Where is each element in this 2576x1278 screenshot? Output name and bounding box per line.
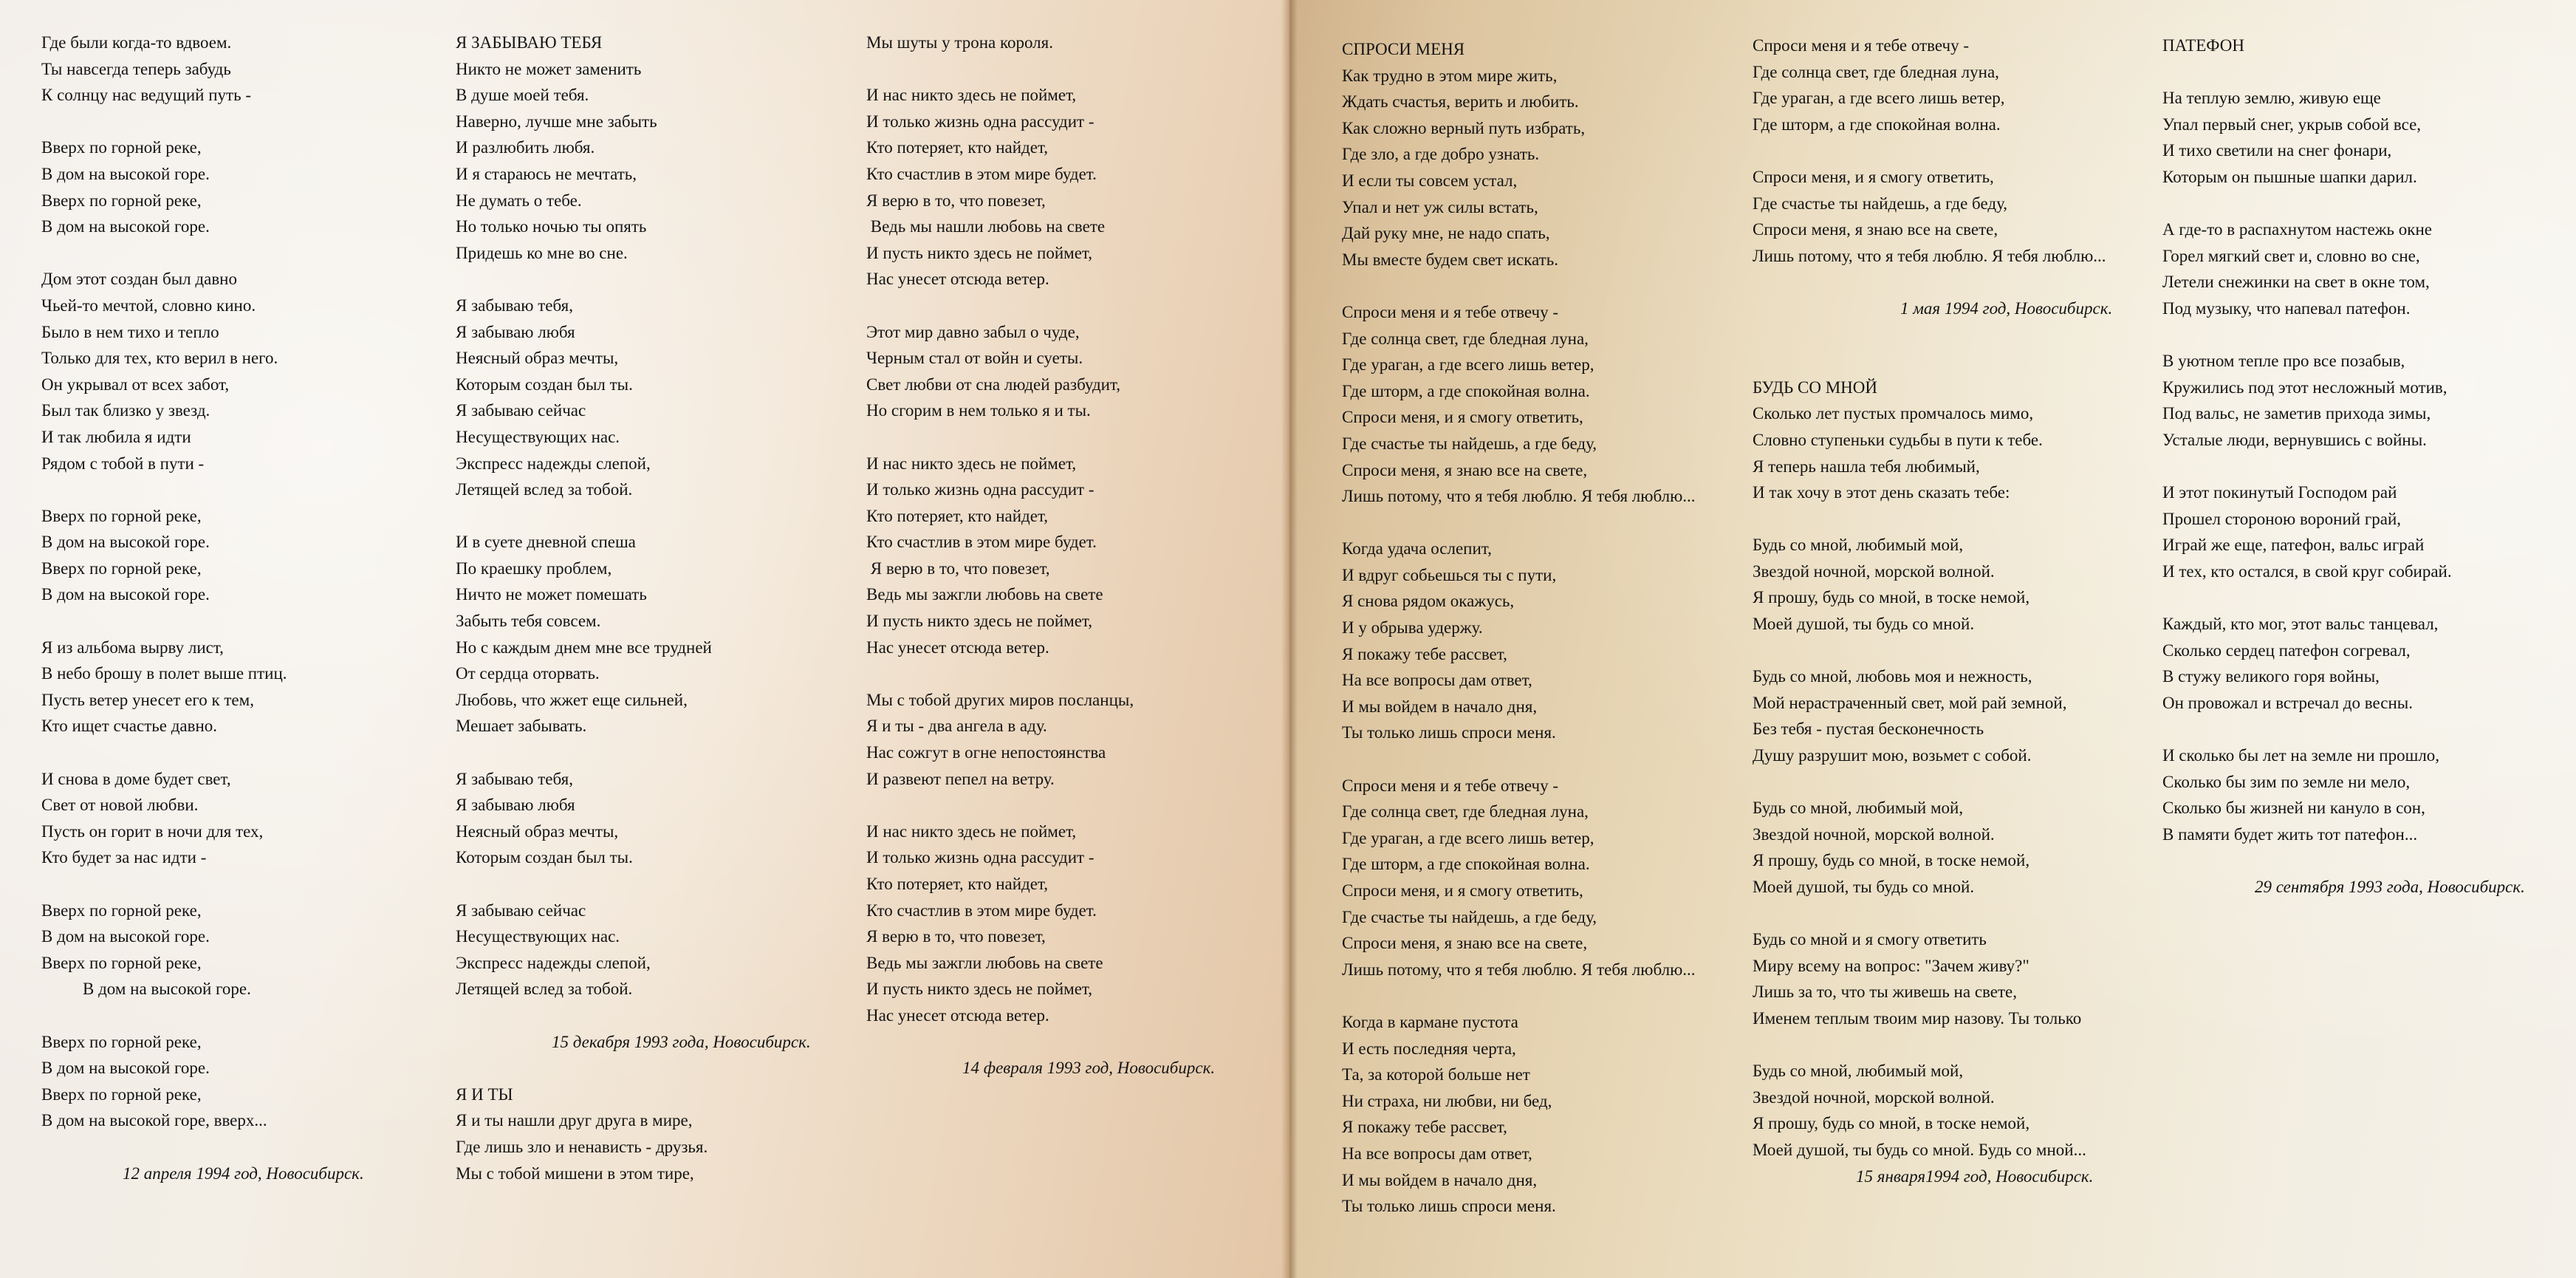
song-title: БУДЬ СО МНОЙ [1753, 377, 1877, 397]
lyric-line: Та, за которой больше нет [1342, 1065, 1530, 1084]
lyric-line: Я из альбома вырву лист, [41, 638, 224, 657]
lyric-line: Было в нем тихо и тепло [41, 322, 219, 341]
lyric-line: Звездой ночной, морской волной. [1753, 1087, 1995, 1107]
lyric-line: Мы с тобой мишени в этом тире, [456, 1163, 694, 1183]
lyric-line: Где лишь зло и ненависть - друзья. [456, 1137, 708, 1156]
lyric-line: И пусть никто здесь не поймет, [866, 243, 1092, 262]
song-date: 14 февраля 1993 год, Новосибирск. [962, 1059, 1216, 1078]
lyric-line: Где были когда-то вдвоем. [41, 33, 232, 52]
lyric-line: Ничто не может помешать [456, 585, 647, 604]
lyric-line: Будь со мной, любимый мой, [1753, 799, 1964, 818]
song-date: 12 апреля 1994 год, Новосибирск. [123, 1163, 364, 1183]
lyric-line: Неясный образ мечты, [456, 821, 619, 841]
lyric-line: Вверх по горной реке, [41, 558, 202, 578]
lyric-line: В стужу великого горя войны, [2162, 667, 2380, 686]
lyric-line: Где шторм, а где спокойная волна. [1753, 115, 2001, 134]
lyric-line: И мы войдем в начало дня, [1342, 697, 1538, 716]
lyric-line: Где солнца свет, где бледная луна, [1342, 802, 1589, 821]
lyric-line: Я забываю любя [456, 322, 575, 341]
lyric-line: Которым он пышные шапки дарил. [2162, 167, 2417, 186]
lyric-line: Пусть он горит в ночи для тех, [41, 821, 264, 841]
lyric-line: Ведь мы зажгли любовь на свете [866, 953, 1103, 972]
stanza-gap [456, 739, 811, 766]
lyric-line: Сколько бы жизней ни кануло в сон, [2162, 799, 2425, 818]
lyric-line: Спроси меня, и я смогу ответить, [1342, 881, 1583, 900]
lyric-line: Мы с тобой других миров посланцы, [866, 690, 1134, 709]
lyric-line: На теплую землю, живую еще [2162, 89, 2381, 108]
lyric-line: Но с каждым днем мне все трудней [456, 638, 712, 657]
lyric-line: Моей душой, ты будь со мной. [1753, 878, 1975, 896]
right-column-3 [2162, 33, 2525, 901]
spacer [1753, 322, 2112, 349]
stanza-gap [2162, 322, 2525, 349]
lyric-line: Которым создан был ты. [456, 848, 633, 867]
lyric-line: Нас сожгут в огне непостоянства [866, 743, 1106, 762]
lyric-line: Кто потеряет, кто найдет, [866, 138, 1049, 157]
stanza-gap [1342, 273, 1696, 299]
spacer [2162, 59, 2525, 86]
lyric-line: Вверх по горной реке, [41, 506, 202, 525]
lyric-line: Этот мир давно забыл о чуде, [866, 322, 1080, 341]
lyric-line: Чьей-то мечтой, словно кино. [41, 295, 256, 315]
left-column-3 [866, 30, 1215, 1081]
lyric-line: В дом на высокой горе. [41, 927, 210, 946]
lyric-line: Где солнца свет, где бледная луна, [1342, 329, 1589, 348]
lyric-line: В дом на высокой горе. [41, 217, 210, 236]
lyric-line: Нас унесет отсюда ветер. [866, 1005, 1049, 1025]
song-title: Я ЗАБЫВАЮ ТЕБЯ [456, 33, 603, 52]
lyric-line: Летящей вслед за тобой. [456, 980, 633, 999]
lyric-line: Ведь мы нашли любовь на свете [866, 217, 1106, 236]
lyric-line: И есть последняя черта, [1342, 1039, 1516, 1058]
lyric-line: Вверх по горной реке, [41, 953, 202, 972]
lyric-line: На все вопросы дам ответ, [1342, 671, 1532, 690]
spacer [456, 1055, 811, 1081]
lyric-line: Где ураган, а где всего лишь ветер, [1342, 355, 1594, 375]
lyric-line: Вверх по горной реке, [41, 901, 202, 920]
lyric-line: Лишь потому, что я тебя люблю. Я тебя люблю... [1753, 246, 2106, 265]
lyric-line: Звездой ночной, морской волной. [1753, 824, 1995, 844]
lyric-line: Будь со мной и я смогу ответить [1753, 930, 1987, 949]
lyric-line: Вверх по горной реке, [41, 1084, 202, 1104]
lyric-line: Прошел стороною вороний грай, [2162, 509, 2402, 528]
spacer [456, 1002, 811, 1029]
stanza-gap [2162, 584, 2525, 611]
lyric-line: Дай руку мне, не надо спать, [1342, 224, 1550, 243]
stanza-gap [41, 739, 364, 766]
lyric-line: Мешает забывать. [456, 717, 587, 736]
lyric-line: Когда в кармане пустота [1342, 1012, 1518, 1031]
stanza-gap [2162, 716, 2525, 742]
stanza-gap [2162, 191, 2525, 217]
lyric-line: В дом на высокой горе, вверх... [41, 1111, 267, 1130]
right-column-2 [1753, 33, 2112, 1189]
lyric-line: Я и ты нашли друг друга в мире, [456, 1111, 693, 1130]
lyric-line: Спроси меня, я знаю все на свете, [1342, 934, 1588, 953]
stanza-gap [1753, 506, 2112, 533]
lyric-line: Наверно, лучше мне забыть [456, 112, 657, 131]
lyric-line: В душе моей тебя. [456, 86, 589, 105]
stanza-gap [456, 266, 811, 293]
stanza-gap [1753, 638, 2112, 664]
lyric-line: Лишь потому, что я тебя люблю. Я тебя люблю... [1342, 960, 1696, 979]
lyric-line: Под вальс, не заметив прихода зимы, [2162, 404, 2431, 423]
song-title: СПРОСИ МЕНЯ [1342, 40, 1465, 58]
song-date: 1 мая 1994 год, Новосибирск. [1900, 298, 2113, 318]
lyric-line: Мой нерастраченный свет, мой рай земной, [1753, 693, 2067, 712]
stanza-gap [41, 240, 364, 267]
song-date: 15 января1994 год, Новосибирск. [1856, 1166, 2094, 1186]
lyric-line: Я прошу, будь со мной, в тоске немой, [1753, 1114, 2030, 1133]
lyric-line: Ни страха, ни любви, ни бед, [1342, 1091, 1552, 1110]
lyric-line: Где солнца свет, где бледная луна, [1753, 62, 1999, 81]
lyric-line: И только жизнь одна рассудит - [866, 112, 1095, 131]
lyric-line: И пусть никто здесь не поймет, [866, 612, 1092, 631]
lyric-line: Экспресс надежды слепой, [456, 454, 651, 473]
lyric-line: Я верю в то, что повезет, [866, 927, 1046, 946]
lyric-line: Я верю в то, что повезет, [866, 191, 1046, 210]
lyric-line: Будь со мной, любимый мой, [1753, 1062, 1964, 1081]
lyric-line: Ждать счастья, верить и любить. [1342, 92, 1579, 112]
lyric-line: И тихо светили на снег фонари, [2162, 141, 2392, 160]
lyric-line: В дом на высокой горе. [41, 533, 210, 552]
lyric-line: Забыть тебя совсем. [456, 612, 601, 631]
lyric-line: Кто будет за нас идти - [41, 848, 207, 867]
lyric-line: Кто счастлив в этом мире будет. [866, 901, 1097, 920]
lyric-line: Спроси меня, и я смогу ответить, [1753, 167, 1994, 186]
song-title: Я И ТЫ [456, 1084, 513, 1104]
lyric-line: И вдруг собьешься ты с пути, [1342, 565, 1557, 584]
lyric-line: И сколько бы лет на земле ни прошло, [2162, 746, 2440, 765]
lyric-line: Я и ты - два ангела в аду. [866, 717, 1047, 736]
stanza-gap [866, 660, 1215, 687]
lyric-line: И мы войдем в начало дня, [1342, 1170, 1538, 1189]
stanza-gap [866, 792, 1215, 819]
lyric-line: По краешку проблем, [456, 558, 612, 578]
lyric-line: Нас унесет отсюда ветер. [866, 638, 1049, 657]
lyric-line: Ты только лишь спроси меня. [1342, 723, 1556, 742]
lyric-line: И я стараюсь не мечтать, [456, 164, 637, 183]
lyric-line: Черным стал от войн и суеты. [866, 349, 1083, 368]
song-date: 15 декабря 1993 года, Новосибирск. [552, 1032, 811, 1051]
lyric-line: Вверх по горной реке, [41, 1032, 202, 1051]
lyric-line: Летящей вслед за тобой. [456, 480, 633, 499]
lyric-line: Лишь потому, что я тебя люблю. Я тебя люблю... [1342, 487, 1696, 506]
lyric-line: В уютном тепле про все позабыв, [2162, 352, 2405, 371]
lyric-line: И только жизнь одна рассудит - [866, 480, 1095, 499]
lyric-line: Где ураган, а где всего лишь ветер, [1342, 828, 1594, 847]
lyric-line: Я снова рядом окажусь, [1342, 592, 1515, 611]
lyric-line: Придешь ко мне во сне. [456, 243, 628, 262]
lyric-line: В памяти будет жить тот патефон... [2162, 824, 2418, 844]
lyric-line: И нас никто здесь не поймет, [866, 86, 1077, 105]
lyric-line: Рядом с тобой в пути - [41, 454, 205, 473]
lyric-line: Неясный образ мечты, [456, 349, 619, 368]
right-column-1 [1342, 36, 1696, 1220]
lyric-line: Именем теплым твоим мир назову. Ты только [1753, 1008, 2082, 1028]
lyric-line: Спроси меня и я тебе отвечу - [1753, 36, 1969, 55]
stanza-gap [1753, 137, 2112, 164]
lyric-line: Кружились под этот несложный мотив, [2162, 377, 2447, 397]
lyric-line: Только для тех, кто верил в него. [41, 349, 278, 368]
lyric-line: И пусть никто здесь не поймет, [866, 980, 1092, 999]
book-spine [1281, 0, 1298, 1278]
lyric-line: Ты навсегда теперь забудь [41, 59, 231, 78]
stanza-gap [2162, 454, 2525, 480]
spacer [866, 1029, 1215, 1056]
stanza-gap [866, 56, 1215, 83]
lyric-line: Мы вместе будем свет искать. [1342, 250, 1558, 269]
stanza-gap [456, 871, 811, 898]
lyric-line: Где счастье ты найдешь, а где беду, [1753, 194, 2008, 213]
lyric-line: Я теперь нашла тебя любимый, [1753, 457, 1980, 476]
lyric-line: И у обрыва удержу. [1342, 618, 1483, 638]
lyric-line: И нас никто здесь не поймет, [866, 454, 1077, 473]
lyric-line: Звездой ночной, морской волной. [1753, 561, 1995, 581]
lyric-line: Ведь мы зажгли любовь на свете [866, 585, 1103, 604]
lyric-line: Кто потеряет, кто найдет, [866, 506, 1049, 525]
lyric-line: Где шторм, а где спокойная волна. [1342, 855, 1590, 874]
lyric-line: Он провожал и встречал до весны. [2162, 693, 2413, 712]
lyric-line: Пусть ветер унесет его к тем, [41, 690, 254, 709]
lyric-line: Спроси меня и я тебе отвечу - [1342, 776, 1558, 795]
lyric-line: И так хочу в этот день сказать тебе: [1753, 483, 2010, 502]
lyric-line: От сердца оторвать. [456, 664, 600, 683]
lyric-line: Которым создан был ты. [456, 375, 633, 394]
lyric-line: Где зло, а где добро узнать. [1342, 145, 1540, 164]
lyric-line: И если ты совсем устал, [1342, 171, 1518, 190]
lyric-line: Я забываю сейчас [456, 901, 586, 920]
lyric-line: Будь со мной, любимый мой, [1753, 536, 1964, 555]
lyric-line: Дом этот создан был давно [41, 270, 237, 289]
lyric-line: Сколько лет пустых промчалось мимо, [1753, 404, 2034, 423]
lyric-line: А где-то в распахнутом настежь окне [2162, 220, 2432, 239]
spacer [1753, 348, 2112, 375]
lyric-line: Спроси меня, я знаю все на свете, [1342, 460, 1588, 479]
lyric-line: Ты только лишь спроси меня. [1342, 1197, 1556, 1216]
lyric-line: И этот покинутый Господом рай [2162, 483, 2397, 502]
lyric-line: Кто счастлив в этом мире будет. [866, 164, 1097, 183]
lyric-line: Он укрывал от всех забот, [41, 375, 230, 394]
lyric-line: Где шторм, а где спокойная волна. [1342, 381, 1590, 400]
lyric-line: Вверх по горной реке, [41, 138, 202, 157]
left-column-2 [456, 30, 811, 1186]
lyric-line: Был так близко у звезд. [41, 401, 210, 420]
lyric-line: Несуществующих нас. [456, 927, 620, 946]
lyric-line: Я забываю тебя, [456, 295, 573, 315]
lyric-line: И развеют пепел на ветру. [866, 769, 1055, 788]
lyric-line: Будь со мной, любовь моя и нежность, [1753, 667, 2032, 686]
lyric-line: Где счастье ты найдешь, а где беду, [1342, 434, 1597, 453]
lyric-line: И тех, кто остался, в свой круг собирай. [2162, 561, 2452, 581]
lyric-line: Я покажу тебе рассвет, [1342, 1118, 1507, 1137]
stanza-gap [41, 871, 364, 898]
stanza-gap [1753, 1032, 2112, 1059]
stanza-gap [456, 503, 811, 530]
stanza-gap [41, 608, 364, 635]
lyric-line: В небо брошу в полет выше птиц. [41, 664, 287, 683]
lyric-line: Сколько бы зим по земле ни мело, [2162, 772, 2411, 791]
lyric-line: Словно ступеньки судьбы в пути к тебе. [1753, 430, 2043, 449]
stanza-gap [1342, 746, 1696, 773]
lyric-line: Я забываю сейчас [456, 401, 586, 420]
lyric-line: Под музыку, что напевал патефон. [2162, 298, 2411, 318]
lyric-line: На все вопросы дам ответ, [1342, 1144, 1532, 1163]
lyric-line: И в суете дневной спеша [456, 533, 636, 552]
lyric-line: Кто потеряет, кто найдет, [866, 875, 1049, 893]
stanza-gap [1342, 510, 1696, 536]
lyric-line: Где ураган, а где всего лишь ветер, [1753, 89, 2005, 108]
lyric-line: Без тебя - пустая бесконечность [1753, 720, 1984, 739]
lyric-line: Нас унесет отсюда ветер. [866, 270, 1049, 289]
lyric-line: Несуществующих нас. [456, 427, 620, 446]
lyric-line: Вверх по горной реке, [41, 191, 202, 210]
lyric-line: Свет любви от сна людей разбудит, [866, 375, 1121, 394]
lyric-line: И только жизнь одна рассудит - [866, 848, 1095, 867]
lyric-line: Я покажу тебе рассвет, [1342, 644, 1507, 663]
spacer [1753, 269, 2112, 295]
lyric-line: Сколько сердец патефон согревал, [2162, 640, 2411, 660]
stanza-gap [1753, 769, 2112, 796]
stanza-gap [866, 293, 1215, 319]
spacer [2162, 847, 2525, 874]
lyric-line: Играй же еще, патефон, вальс играй [2162, 536, 2425, 555]
lyric-line: Каждый, кто мог, этот вальс танцевал, [2162, 615, 2439, 634]
lyric-line: Свет от новой любви. [41, 796, 199, 815]
stanza-gap [41, 1002, 364, 1029]
stanza-gap [1753, 901, 2112, 927]
lyric-line: Но сгорим в нем только я и ты. [866, 401, 1091, 420]
lyric-line: И нас никто здесь не поймет, [866, 821, 1077, 841]
lyric-line: Мы шуты у трона короля. [866, 33, 1053, 52]
lyric-line: Я забываю любя [456, 796, 575, 815]
lyric-line: Как трудно в этом мире жить, [1342, 66, 1558, 85]
lyric-line: Моей душой, ты будь со мной. Будь со мной... [1753, 1140, 2086, 1159]
lyric-line: И так любила я идти [41, 427, 191, 446]
lyric-line: Кто ищет счастье давно. [41, 717, 218, 736]
lyric-line: В дом на высокой горе. [41, 585, 210, 604]
lyric-line: Не думать о тебе. [456, 191, 582, 210]
right-page [1289, 0, 2576, 1278]
lyric-line: Горел мягкий свет и, словно во сне, [2162, 246, 2420, 265]
lyric-line: И снова в доме будет свет, [41, 769, 231, 788]
lyric-line: Спроси меня и я тебе отвечу - [1342, 302, 1558, 321]
left-column-1 [41, 30, 364, 1186]
spacer [41, 1134, 364, 1161]
stanza-gap [41, 109, 364, 135]
stanza-gap [1342, 983, 1696, 1009]
lyric-line: Я верю в то, что повезет, [866, 558, 1050, 578]
lyric-line: Летели снежинки на свет в окне том, [2162, 273, 2430, 292]
song-title: ПАТЕФОН [2162, 36, 2244, 55]
lyric-line: Как сложно верный путь избрать, [1342, 118, 1586, 137]
lyric-line: Когда удача ослепит, [1342, 539, 1492, 558]
stanza-gap [41, 476, 364, 503]
lyric-line: Кто счастлив в этом мире будет. [866, 533, 1097, 552]
lyric-line: Спроси меня, я знаю все на свете, [1753, 220, 1998, 239]
lyric-line: Я прошу, будь со мной, в тоске немой, [1753, 588, 2030, 607]
lyric-line: Где счастье ты найдешь, а где беду, [1342, 907, 1597, 926]
lyric-line: Никто не может заменить [456, 59, 642, 78]
lyric-line: Но только ночью ты опять [456, 217, 647, 236]
lyric-line: В дом на высокой горе. [83, 980, 251, 999]
song-date: 29 сентября 1993 года, Новосибирск. [2255, 878, 2525, 896]
lyric-line: Спроси меня, и я смогу ответить, [1342, 408, 1583, 427]
lyric-line: Моей душой, ты будь со мной. [1753, 615, 1975, 634]
lyric-line: К солнцу нас ведущий путь - [41, 86, 251, 105]
lyric-line: Усталые люди, вернувшись с войны. [2162, 430, 2427, 449]
lyric-line: В дом на высокой горе. [41, 164, 210, 183]
lyric-line: Упал и нет уж силы встать, [1342, 197, 1538, 216]
lyric-line: Экспресс надежды слепой, [456, 953, 651, 972]
lyric-line: Я прошу, будь со мной, в тоске немой, [1753, 851, 2030, 870]
lyric-line: И разлюбить любя. [456, 138, 595, 157]
lyric-line: Душу разрушит мою, возьмет с собой. [1753, 746, 2032, 765]
lyric-line: Я забываю тебя, [456, 769, 573, 788]
lyric-line: Любовь, что жжет еще сильней, [456, 690, 688, 709]
lyric-line: Лишь за то, что ты живешь на свете, [1753, 983, 2017, 1002]
lyric-line: Миру всему на вопрос: "Зачем живу?" [1753, 956, 2029, 975]
lyric-line: Упал первый снег, укрыв собой все, [2162, 115, 2422, 134]
lyric-line: В дом на высокой горе. [41, 1059, 210, 1078]
stanza-gap [866, 424, 1215, 451]
